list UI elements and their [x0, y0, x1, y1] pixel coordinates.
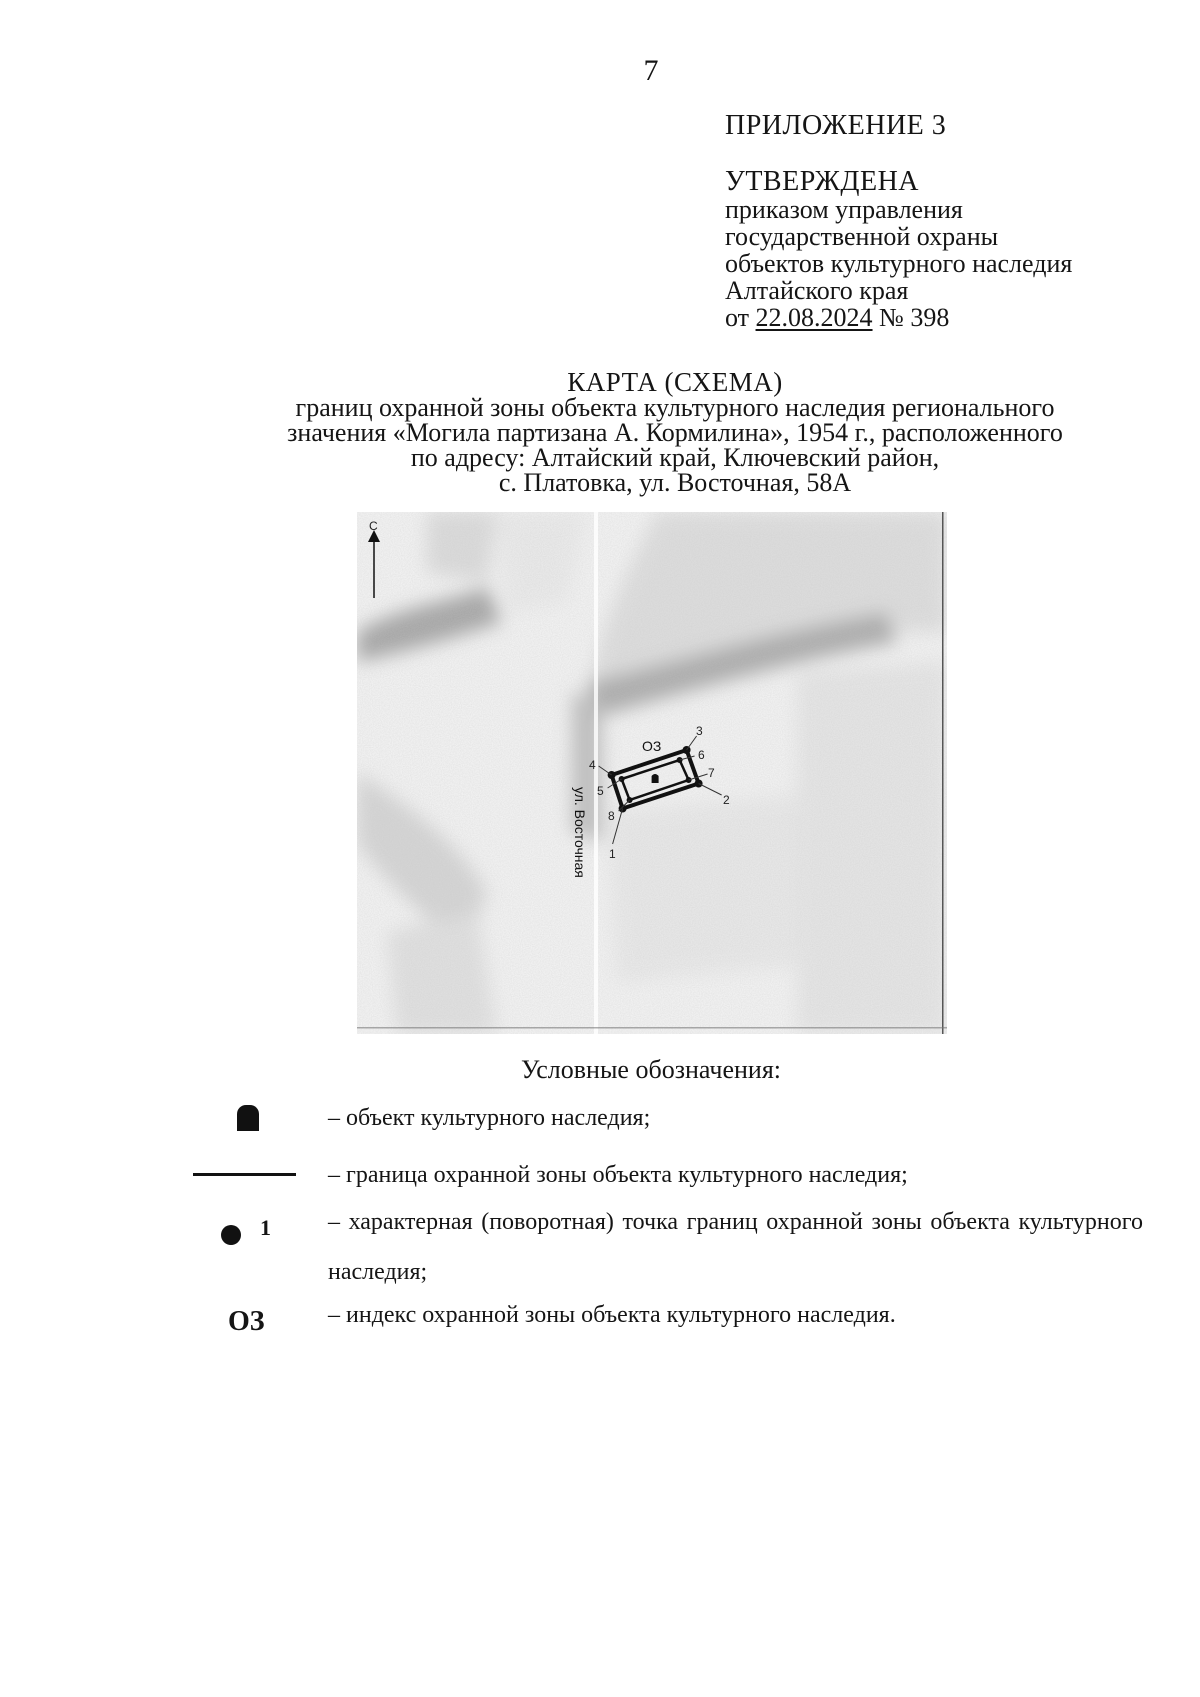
- order-date: 22.08.2024: [755, 303, 873, 332]
- approval-line: Алтайского края: [725, 276, 909, 305]
- point-label-7: 7: [708, 766, 715, 780]
- order-date-line: [725, 305, 1072, 331]
- document-title: КАРТА (СХЕМА): [567, 367, 783, 397]
- point-label-2: 2: [723, 793, 730, 807]
- approval-line: объектов культурного наследия: [725, 249, 1073, 278]
- legend-text: – граница охранной зоны объекта культурного наследия;: [328, 1162, 908, 1188]
- point-label-6: 6: [698, 748, 705, 762]
- boundary-line-icon: [193, 1173, 296, 1176]
- street-label: ул. Восточная: [572, 787, 588, 878]
- point-label-3: 3: [696, 724, 703, 738]
- grave-icon: [652, 774, 659, 783]
- date-prefix: от: [725, 303, 750, 332]
- appendix-label: ПРИЛОЖЕНИЕ 3: [725, 110, 947, 141]
- map-title-block: [200, 367, 1150, 497]
- map-background: [357, 512, 947, 1034]
- turning-point-number: 1: [260, 1215, 271, 1240]
- title-line: с. Платовка, ул. Восточная, 58А: [498, 468, 852, 497]
- legend-text: – характерная (поворотная) точка границ охранной зоны объекта культурного наследия;: [328, 1209, 1143, 1285]
- point-label-1: 1: [609, 847, 616, 861]
- page-number: 7: [643, 54, 659, 87]
- approval-block: [725, 112, 1072, 331]
- map-image: [357, 512, 947, 1034]
- approval-line: государственной охраны: [725, 222, 999, 251]
- title-line: по адресу: Алтайский край, Ключевский район,: [410, 443, 940, 472]
- grave-icon: [237, 1105, 259, 1131]
- site-map: [357, 512, 947, 1034]
- title-line: значения «Могила партизана А. Кормилина», 1954 г., расположенного: [287, 418, 1063, 447]
- approval-stamp: УТВЕРЖДЕНА: [725, 166, 920, 197]
- point-label-4: 4: [589, 758, 596, 772]
- zone-index-label: ОЗ: [642, 738, 662, 754]
- title-line: границ охранной зоны объекта культурного наследия регионального: [295, 393, 1055, 422]
- legend-text: – объект культурного наследия;: [328, 1105, 651, 1131]
- legend-text: – индекс охранной зоны объекта культурного наследия.: [328, 1302, 896, 1328]
- zone-index-symbol: ОЗ: [228, 1306, 265, 1337]
- approval-line: приказом управления: [725, 195, 963, 224]
- north-label: С: [369, 519, 378, 533]
- point-label-8: 8: [608, 809, 615, 823]
- point-label-5: 5: [597, 784, 604, 798]
- order-number: № 398: [879, 303, 950, 332]
- turning-point-icon: [221, 1225, 241, 1245]
- legend-title: Условные обозначения:: [520, 1055, 782, 1084]
